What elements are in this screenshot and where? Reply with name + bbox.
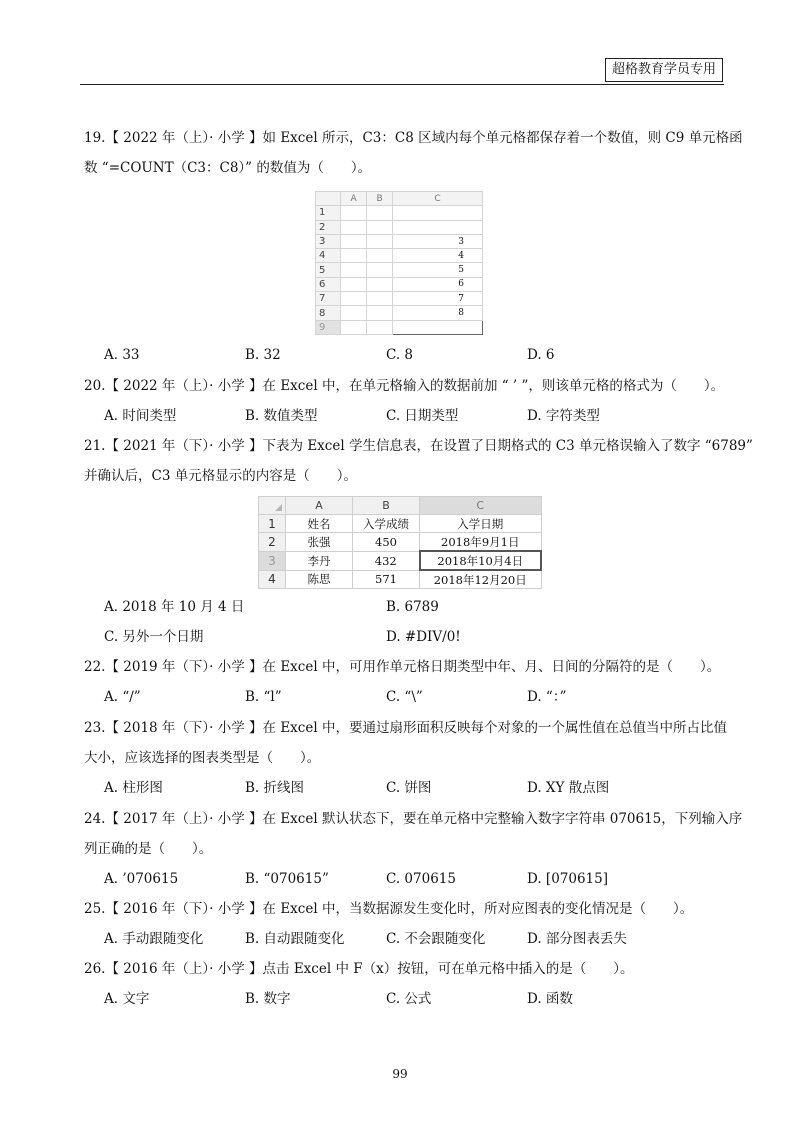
question-21-line1: 21.【 2021 年（下）· 小学 】下表为 Excel 学生信息表，在设置了日期格式的 C3 单元格误输入了数字 “6789” — [84, 438, 753, 454]
q24-option-b: B. “070615” — [245, 871, 329, 887]
column-header: A — [286, 497, 353, 515]
question-26: 26.【 2016 年（上）· 小学 】点击 Excel 中 F（x）按钮，可在单元格中插入的是（ ）。 — [84, 961, 634, 977]
q19-option-b: B. 32 — [245, 347, 281, 363]
column-header: B — [367, 192, 393, 206]
cell-c: 入学日期 — [420, 515, 542, 533]
header-divider — [80, 84, 724, 85]
q22-option-d: D. “：” — [527, 689, 567, 705]
q24-option-a: A. ’070615 — [104, 871, 179, 887]
q25-option-b: B. 自动跟随变化 — [245, 931, 345, 947]
cell-b: 432 — [353, 551, 420, 570]
question-23-line1: 23.【 2018 年（下）· 小学 】在 Excel 中，要通过扇形面积反映每个对象的一个属性值在总值当中所占比值 — [84, 720, 727, 736]
row-header: 5 — [316, 263, 341, 277]
cell-a: 姓名 — [286, 515, 353, 533]
question-19-line2: 数 “=COUNT（C3：C8）” 的数值为（ ）。 — [84, 160, 372, 176]
q26-option-a: A. 文字 — [104, 991, 150, 1007]
cell-b: 571 — [353, 570, 420, 589]
cell-a: 李丹 — [286, 551, 353, 570]
q21-option-a: A. 2018 年 10 月 4 日 — [104, 599, 245, 615]
row-header: 9 — [316, 320, 341, 334]
excel-table-q21 — [258, 496, 542, 589]
selected-cell-c9[interactable] — [393, 320, 483, 334]
q19-option-d: D. 6 — [527, 347, 555, 363]
q25-option-d: D. 部分图表丢失 — [527, 931, 627, 947]
row-header: 2 — [316, 220, 341, 234]
q20-option-b: B. 数值类型 — [245, 408, 318, 424]
question-21-line2: 并确认后，C3 单元格显示的内容是（ ）。 — [84, 468, 357, 484]
cell-c: 5 — [393, 263, 483, 277]
row-header: 4 — [259, 570, 286, 589]
q22-option-c: C. “\” — [386, 689, 423, 705]
cell-c: 3 — [393, 234, 483, 248]
row-header: 3 — [316, 234, 341, 248]
cell-c: 2018年9月1日 — [420, 533, 542, 552]
row-header: 1 — [259, 515, 286, 533]
cell-c: 4 — [393, 249, 483, 263]
q25-option-a: A. 手动跟随变化 — [104, 931, 204, 947]
question-23-line2: 大小，应该选择的图表类型是（ ）。 — [84, 750, 321, 766]
column-header: B — [353, 497, 420, 515]
q22-option-b: B. “l” — [245, 689, 282, 705]
q26-option-d: D. 函数 — [527, 991, 573, 1007]
question-24-line2: 列正确的是（ ）。 — [84, 841, 213, 857]
row-header: 4 — [316, 249, 341, 263]
corner-cell — [316, 192, 341, 206]
question-24-line1: 24.【 2017 年（上）· 小学 】在 Excel 默认状态下，要在单元格中完整输入数字字符串 070615，下列输入序 — [84, 811, 743, 827]
column-header: C — [393, 192, 483, 206]
q21-option-b: B. 6789 — [386, 599, 439, 615]
column-header: A — [341, 192, 367, 206]
row-header: 1 — [316, 206, 341, 220]
cell-c — [393, 220, 483, 234]
q23-option-d: D. XY 散点图 — [527, 780, 610, 796]
question-19-line1: 19.【 2022 年（上）· 小学 】如 Excel 所示，C3：C8 区域内每个单元格都保存着一个数值，则 C9 单元格函 — [84, 130, 743, 146]
row-header: 8 — [316, 306, 341, 320]
cell-b: 入学成绩 — [353, 515, 420, 533]
q21-option-d: D. #DIV/0! — [386, 629, 461, 645]
q20-option-c: C. 日期类型 — [386, 408, 459, 424]
q24-option-c: C. 070615 — [386, 871, 456, 887]
q19-option-c: C. 8 — [386, 347, 414, 363]
row-header: 2 — [259, 533, 286, 552]
question-22: 22.【 2019 年（下）· 小学 】在 Excel 中，可用作单元格日期类型中年、月、日间的分隔符的是（ ）。 — [84, 659, 721, 675]
q20-option-d: D. 字符类型 — [527, 408, 600, 424]
q21-option-c: C. 另外一个日期 — [104, 629, 204, 645]
row-header: 3 — [259, 551, 286, 570]
cell-c: 6 — [393, 277, 483, 291]
column-header: C — [420, 497, 542, 515]
q20-option-a: A. 时间类型 — [104, 408, 177, 424]
selected-cell-c3[interactable]: 2018年10月4日 — [420, 551, 542, 570]
cell-b: 450 — [353, 533, 420, 552]
cell-c: 8 — [393, 306, 483, 320]
cell-c: 7 — [393, 292, 483, 306]
q23-option-b: B. 折线图 — [245, 780, 305, 796]
question-25: 25.【 2016 年（下）· 小学 】在 Excel 中，当数据源发生变化时，所对应图表的变化情况是（ ）。 — [84, 901, 694, 917]
cell-a: 陈思 — [286, 570, 353, 589]
q25-option-c: C. 不会跟随变化 — [386, 931, 486, 947]
q19-option-a: A. 33 — [104, 347, 140, 363]
row-header: 6 — [316, 277, 341, 291]
cell-a: 张强 — [286, 533, 353, 552]
corner-cell — [259, 497, 286, 515]
question-20: 20.【 2022 年（上）· 小学 】在 Excel 中，在单元格输入的数据前加 “ ’ ”，则该单元格的格式为（ ）。 — [84, 378, 725, 394]
row-header: 7 — [316, 292, 341, 306]
q23-option-c: C. 饼图 — [386, 780, 432, 796]
q22-option-a: A. “/” — [104, 689, 141, 705]
cell-c: 2018年12月20日 — [420, 570, 542, 589]
q24-option-d: D. [070615] — [527, 871, 608, 887]
header-badge: 超格教育学员专用 — [605, 58, 723, 82]
page-number: 99 — [392, 1067, 408, 1081]
q23-option-a: A. 柱形图 — [104, 780, 163, 796]
excel-table-q19 — [315, 191, 483, 335]
q26-option-c: C. 公式 — [386, 991, 432, 1007]
cell-c — [393, 206, 483, 220]
q26-option-b: B. 数字 — [245, 991, 291, 1007]
